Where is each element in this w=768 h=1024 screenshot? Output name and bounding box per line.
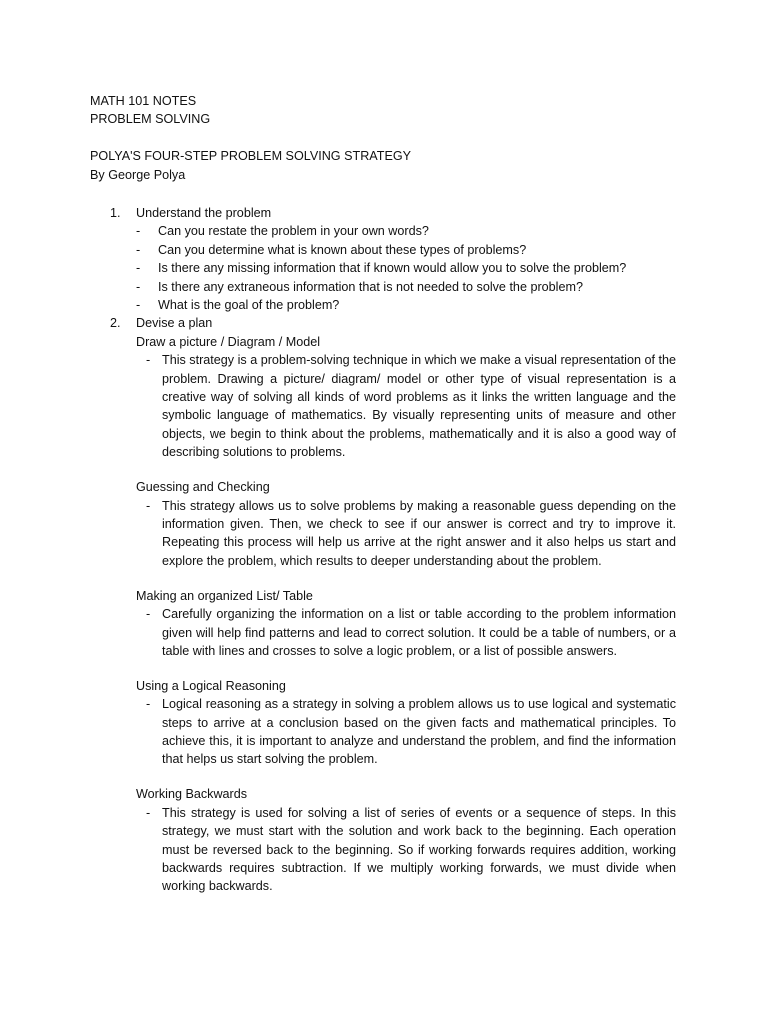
list-item-text: Is there any extraneous information that is not needed to solve the problem?: [158, 279, 583, 294]
strategy-text: Logical reasoning as a strategy in solving a problem allows us to use logical and systematic steps to arrive at a conclusion based on the given facts and mathematical principles. To achieve this, it is important to analyze and understand the problem, and find the information that helps us start solving the problem.: [162, 697, 676, 767]
strategy-logical-reasoning: [136, 677, 690, 769]
strategy-text: Carefully organizing the information on a list or table according to the problem information given will help find patterns and lead to correct solution. It could be a table of numbers, or a table with lines and crosses to solve a logic problem, or a list of possible answers.: [162, 607, 676, 658]
bullet-dash: -: [146, 607, 151, 622]
strategy-heading: Using a Logical Reasoning: [136, 678, 286, 693]
strategy-heading: Working Backwards: [136, 787, 248, 802]
step-understand: [90, 204, 690, 314]
step-number: 1.: [110, 206, 121, 220]
bullet-dash: -: [136, 298, 141, 313]
list-item: [136, 278, 690, 296]
step-devise-plan: [90, 314, 690, 895]
list-item: [136, 259, 690, 277]
list-item-text: Can you restate the problem in your own words?: [158, 224, 429, 239]
strategy-heading: Guessing and Checking: [136, 480, 270, 495]
list-item-text: Is there any missing information that if known would allow you to solve the problem?: [158, 261, 627, 276]
strategy-draw-picture: [136, 333, 690, 462]
course-title: MATH 101 NOTES: [90, 94, 197, 108]
list-item: [136, 296, 690, 314]
list-item-text: Can you determine what is known about these types of problems?: [158, 242, 527, 257]
bullet-dash: -: [136, 261, 141, 276]
topic-title: PROBLEM SOLVING: [90, 112, 211, 127]
list-item-text: What is the goal of the problem?: [158, 298, 340, 313]
strategy-text: This strategy is used for solving a list of series of events or a sequence of steps. In this strategy, we must start with the solution and work back to the beginning. Each operation must be reversed back to the beginning. So if working forwards requires addition, working backwards requires subtraction. If we multiply working forwards, we must divide when working backwards.: [162, 805, 676, 894]
step-title: Understand the problem: [136, 206, 272, 220]
list-item: [136, 222, 690, 240]
author-line: By George Polya: [90, 167, 186, 182]
strategy-organized-list: [136, 587, 690, 661]
document-header: [90, 92, 690, 184]
bullet-dash: -: [146, 697, 151, 712]
strategy-description: [136, 605, 676, 660]
list-item: [136, 241, 690, 259]
bullet-dash: -: [146, 805, 151, 820]
bullet-dash: -: [146, 353, 151, 368]
strategy-description: [136, 497, 676, 571]
bullet-dash: -: [146, 498, 151, 513]
strategy-heading: Making an organized List/ Table: [136, 588, 313, 603]
strategy-description: [136, 804, 676, 896]
step-title: Devise a plan: [136, 316, 213, 331]
strategy-working-backwards: [136, 785, 690, 895]
bullet-dash: -: [136, 224, 141, 239]
bullet-dash: -: [136, 242, 141, 257]
bullet-dash: -: [136, 279, 141, 294]
steps-list: [90, 204, 690, 896]
strategy-heading: Draw a picture / Diagram / Model: [136, 334, 321, 349]
step-number: 2.: [110, 316, 121, 331]
strategy-title: POLYA'S FOUR-STEP PROBLEM SOLVING STRATEGY: [90, 149, 412, 164]
strategy-text: This strategy is a problem-solving technique in which we make a visual representation of the problem. Drawing a picture/ diagram/ model or other type of visual representation is a creative way of solving all kinds of word problems as it links the written language and the symbolic language of mathematics. By visually representing units of measure and other objects, we begin to think about the problems, mathematically and it is also a good way of describing solutions to problems.: [162, 353, 676, 460]
strategy-description: [136, 351, 676, 461]
strategy-guessing-checking: [136, 478, 690, 570]
strategy-text: This strategy allows us to solve problems by making a reasonable guess depending on the information given. Then, we check to see if our answer is correct and try to improve it. Repeating this process will help us arrive at the right answer and it also helps us start and explore the problem, which results to deeper understanding about the problem.: [162, 498, 676, 568]
strategy-description: [136, 695, 676, 769]
